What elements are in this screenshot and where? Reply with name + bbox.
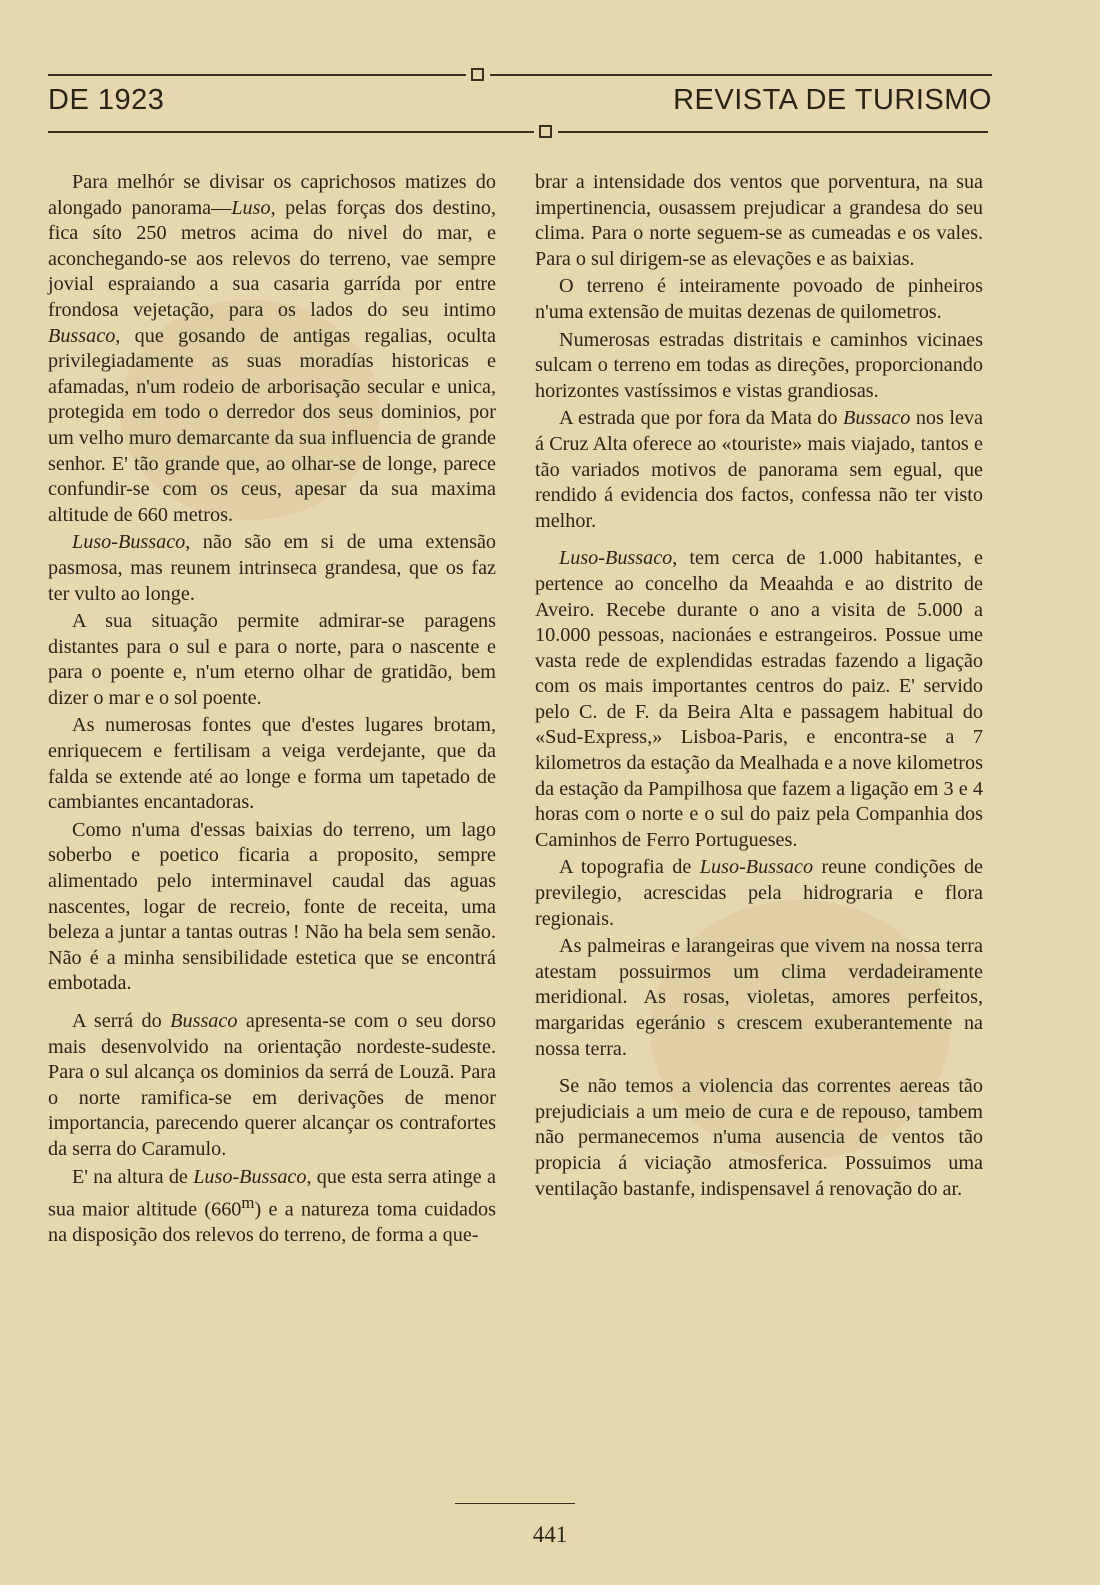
paragraph (535, 1074, 983, 1202)
paragraph (535, 328, 983, 405)
header-top-rule-left (48, 74, 466, 76)
italic-text: Luso (231, 196, 271, 219)
text-run: , que esta serra atinge a sua maior altitude (660 (48, 1165, 496, 1221)
header-top-ornament (471, 68, 484, 81)
italic-text: Luso-Bussaco (559, 547, 673, 570)
italic-text: Luso-Bussaco (72, 531, 186, 554)
header-top-rule-right (490, 74, 992, 76)
paragraph (535, 170, 983, 272)
text-run: , que gosando de antigas regalias, oculta privilegiadamente as suas moradías historicas e afamadas, n'um rodeio de arborisação secular e unica, protegida em todo o derredor dos seus dominios, por um velho muro demarcante da sua influencia de grande senhor. E' tão grande que, ao olhar-se de longe, parece confundir-se com os ceus, apesar da sua maxima altitude de 660 metros. (48, 324, 496, 526)
text-run: nos leva á Cruz Alta oferece ao «touriste» mais viajado, tantos e tão variados motivos de panorama sem egual, que rendido á evidencia dos factos, confessa não ter visto melhor. (535, 407, 984, 532)
text-run: As palmeiras e larangeiras que vivem na nossa terra atestam possuirmos um clima verdadeiramente meridional. As rosas, violetas, amores perfeitos, margaridas egeránio s crescem exuberantemente na nossa terra. (535, 935, 983, 1060)
right-column (535, 170, 983, 1204)
text-run: E' na altura de (72, 1165, 194, 1188)
paragraph (48, 713, 496, 815)
text-run: , pelas forças dos destino, fica síto 250 metros acima do nivel do mar, e aconchegando-se aos relevos do terreno, vae sempre jovial espraiando a sua casaria garrída por entre frondosa vejetação, para os lados do seu intimo (48, 196, 496, 321)
header-bottom-ornament (539, 125, 552, 138)
text-run: ) e a natureza toma cuidados na disposição dos relevos do terreno, de forma a que- (48, 1198, 496, 1247)
text-run: apresenta-se com o seu dorso mais desenvolvido na orientação nordeste-sudeste. Para o sul alcança os dominios da serrá de Louzã. Para o norte ramifica-se em derivações de menor importancia, parecendo querer alcançar os contrafortes da serra do Caramulo. (48, 1010, 497, 1160)
italic-text: Luso-Bussaco (699, 856, 814, 879)
superscript-text: m (241, 1193, 255, 1213)
text-run: A topografia de (559, 856, 700, 879)
italic-text: Luso-Bussaco (193, 1165, 307, 1188)
text-run: , não são em si de uma extensão pasmosa, mas reunem intrinseca grandesa, que os faz ter vulto ao longe. (48, 531, 496, 605)
magazine-title: REVISTA DE TURISMO (673, 84, 992, 116)
text-run: reune condições de previlegio, acrescidas pela hidrograria e flora regionais. (535, 856, 983, 930)
text-run: O terreno é inteiramente povoado de pinheiros n'uma extensão de muitas dezenas de quilometros. (535, 275, 983, 323)
text-run: Como n'uma d'essas baixias do terreno, um lago soberbo e poetico ficaria a proposito, sempre alimentado pelo interminavel caudal das aguas nascentes, logar de recreio, fonte de receita, uma beleza a juntar a tantas outras ! Não ha bela sem senão. Não é a minha sensibilidade estetica que se encontrá embotada. (48, 818, 496, 995)
text-run: brar a intensidade dos ventos que porventura, na sua impertinencia, ousassem prejudicar a grandesa do seu clima. Para o norte seguem-se as cumeadas e os vales. Para o sul dirigem-se as elevações e as baixias. (535, 171, 983, 270)
text-run: , tem cerca de 1.000 habitantes, e pertence ao concelho da Meaahda e ao distrito de Aveiro. Recebe durante o ano a visita de 5.000 a 10.000 pessoas, nacionáes e estrangeiros. Possue ume vasta rede de explendidas estradas fazendo a ligação com os mais importantes centros do paiz. E' servido pelo C. de F. da Beira Alta e passagem habitual do «Sud-Express,» Lisboa-Paris, e encontra-se a 7 kilometros da estação da Mealhada e a nove kilometros da estação da Pampilhosa que fazem a ligação em 3 e 4 horas com o norte e o sul do paiz pela Companhia dos Caminhos de Ferro Portugueses. (535, 547, 983, 851)
issue-year: DE 1923 (48, 84, 165, 116)
italic-text: Bussaco (48, 324, 116, 347)
paragraph (48, 609, 496, 711)
paragraph (48, 818, 496, 997)
header-bottom-rule-right (558, 131, 988, 133)
paragraph (48, 1009, 496, 1163)
page-number: 441 (532, 1522, 568, 1547)
paragraph (535, 855, 983, 932)
text-run: Numerosas estradas distritais e caminhos vicinaes sulcam o terreno em todas as direções, proporcionando horizontes vastíssimos e vistas grandiosas. (535, 328, 983, 402)
paragraph (535, 274, 983, 325)
paragraph (48, 170, 496, 528)
text-run: As numerosas fontes que d'estes lugares brotam, enriquecem e fertilisam a veiga verdejante, que da falda se extende até ao longe e forma um tapetado de cambiantes encantadoras. (48, 714, 496, 814)
footer-rule (455, 1503, 575, 1504)
text-run: A estrada que por fora da Mata do (559, 407, 844, 430)
paragraph (535, 406, 983, 534)
paragraph (535, 934, 983, 1062)
italic-text: Bussaco (170, 1010, 238, 1032)
header-bottom-rule-left (48, 131, 534, 133)
text-run: A sua situação permite admirar-se paragens distantes para o sul e para o norte, para o nascente e para o poente e, n'um eterno olhar de gratidão, bem dizer o mar e o sol poente. (48, 610, 496, 709)
paragraph (48, 1165, 496, 1250)
text-run: A serrá do (72, 1010, 171, 1032)
text-run: Para melhór se divisar os caprichosos matizes do alongado panorama— (48, 171, 496, 219)
paragraph (48, 530, 496, 607)
paragraph (535, 546, 983, 853)
text-run: Se não temos a violencia das correntes aereas tão prejudiciais a um meio de cura e de repouso, tambem não permanecemos n'uma ausencia de ventos tão propicia á viciação atmosferica. Possuimos uma ventilação bastanfe, indispensavel á renovação do ar. (535, 1075, 983, 1200)
italic-text: Bussaco (843, 407, 911, 430)
left-column (48, 170, 496, 1251)
